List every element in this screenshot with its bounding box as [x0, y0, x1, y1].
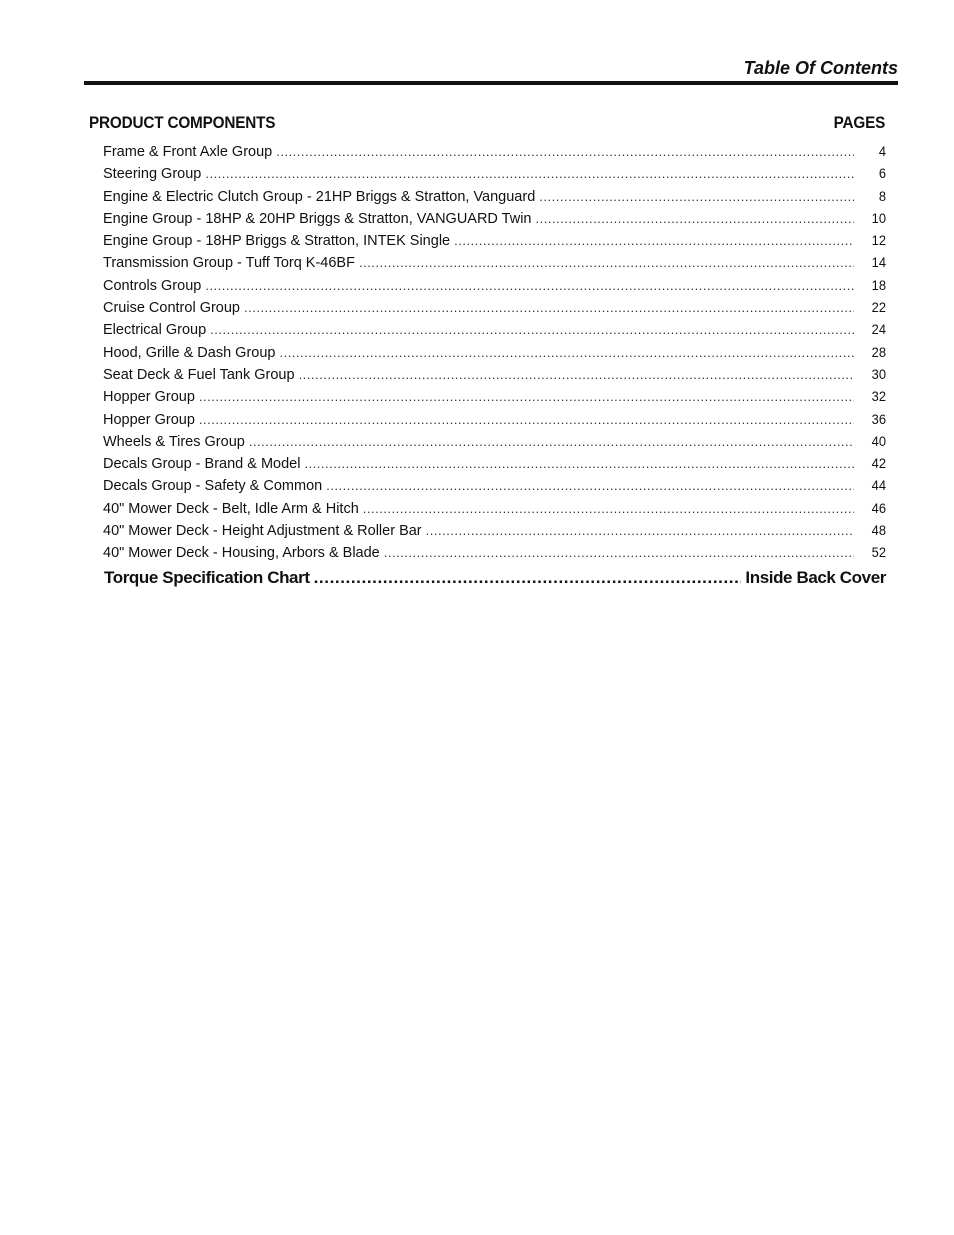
toc-entry-label: Engine & Electric Clutch Group - 21HP Briggs & Stratton, Vanguard	[103, 188, 536, 205]
toc-entry[interactable]	[103, 477, 886, 499]
toc-entry-page: 8	[878, 187, 886, 204]
toc-entry-page: 48	[871, 522, 886, 539]
toc-entry-label: Decals Group - Brand & Model	[103, 456, 301, 473]
toc-entry-page: 30	[871, 365, 886, 382]
dot-leader	[279, 345, 854, 360]
page-title: Table Of Contents	[743, 58, 898, 78]
toc-entry[interactable]	[103, 232, 886, 254]
toc-entry[interactable]	[103, 544, 886, 566]
dot-leader	[244, 300, 854, 315]
toc-final-entry[interactable]	[104, 568, 886, 592]
dot-leader	[299, 367, 854, 382]
toc-entry[interactable]	[103, 366, 886, 388]
toc-entry-label: Engine Group - 18HP & 20HP Briggs & Stratton, VANGUARD Twin	[103, 210, 532, 227]
dot-leader	[276, 144, 854, 159]
toc-entry[interactable]	[103, 411, 886, 433]
toc-entry-page: 22	[871, 299, 886, 316]
dot-leader	[454, 233, 854, 248]
dot-leader	[426, 523, 854, 538]
toc-entry-page: 32	[871, 388, 886, 405]
toc-entry-page: 10	[871, 209, 886, 226]
toc-entry[interactable]	[103, 188, 886, 210]
toc-entry-label: Cruise Control Group	[103, 300, 240, 317]
toc-entry-page: 36	[871, 410, 886, 427]
dot-leader	[304, 456, 854, 471]
toc-entry-page: 40	[871, 432, 886, 449]
toc-entry-page: 46	[871, 499, 886, 516]
toc-entry-label: 40" Mower Deck - Belt, Idle Arm & Hitch	[103, 500, 359, 517]
page-header	[84, 58, 898, 82]
table-of-contents	[89, 113, 886, 592]
toc-entry[interactable]	[103, 254, 886, 276]
toc-entry-page: 4	[878, 143, 886, 159]
pages-heading: PAGES	[833, 113, 886, 132]
toc-column-headings	[89, 113, 885, 137]
dot-leader	[326, 478, 854, 493]
toc-entry-label: Hopper Group	[103, 389, 195, 406]
toc-entry-label: Transmission Group - Tuff Torq K-46BF	[103, 255, 355, 272]
dot-leader	[205, 278, 854, 293]
toc-entry-page: 6	[878, 165, 886, 182]
toc-entry-label: 40" Mower Deck - Height Adjustment & Roller Bar	[103, 523, 422, 540]
toc-entry-page: 44	[871, 477, 886, 494]
toc-entry-page: 14	[871, 254, 886, 271]
dot-leader	[384, 545, 854, 560]
toc-entry[interactable]	[103, 344, 886, 366]
dot-leader	[536, 211, 855, 226]
dot-leader	[199, 412, 854, 427]
toc-entry[interactable]	[103, 321, 886, 343]
toc-entry-page: 24	[871, 321, 886, 338]
toc-entry-label: Steering Group	[103, 166, 202, 183]
toc-entry-page: 42	[871, 455, 886, 472]
toc-entry-page: 12	[871, 232, 886, 249]
toc-entry-page: 18	[871, 276, 886, 293]
toc-entry-label: Controls Group	[103, 277, 202, 294]
dot-leader	[205, 166, 854, 181]
toc-entry[interactable]	[103, 143, 886, 165]
toc-entries	[89, 143, 886, 567]
toc-entry-label: Engine Group - 18HP Briggs & Stratton, INTEK Single	[103, 233, 451, 250]
toc-entry[interactable]	[103, 277, 886, 299]
toc-entry[interactable]	[103, 165, 886, 187]
toc-entry-page: 52	[871, 544, 886, 561]
torque-chart-label: Torque Specification Chart	[104, 567, 310, 587]
dot-leader	[199, 389, 854, 404]
toc-entry-label: Frame & Front Axle Group	[103, 144, 273, 160]
toc-entry[interactable]	[103, 299, 886, 321]
dot-leader	[210, 322, 854, 337]
toc-entry-label: Decals Group - Safety & Common	[103, 478, 323, 495]
dot-leader	[539, 189, 854, 204]
toc-entry-label: 40" Mower Deck - Housing, Arbors & Blade	[103, 545, 380, 562]
toc-entry[interactable]	[103, 210, 886, 232]
toc-entry[interactable]	[103, 500, 886, 522]
dot-leader	[363, 501, 854, 516]
toc-entry[interactable]	[103, 433, 886, 455]
dot-leader	[359, 255, 854, 270]
toc-entry-label: Hopper Group	[103, 411, 195, 428]
toc-entry[interactable]	[103, 455, 886, 477]
toc-entry-label: Wheels & Tires Group	[103, 433, 245, 450]
toc-entry-label: Hood, Grille & Dash Group	[103, 344, 276, 361]
toc-entry-label: Electrical Group	[103, 322, 207, 339]
section-heading: PRODUCT COMPONENTS	[89, 113, 276, 132]
torque-chart-page: Inside Back Cover	[745, 567, 886, 587]
dot-leader	[314, 568, 742, 588]
header-divider	[84, 81, 898, 85]
toc-entry[interactable]	[103, 522, 886, 544]
toc-entry-page: 28	[871, 343, 886, 360]
toc-entry[interactable]	[103, 388, 886, 410]
toc-entry-label: Seat Deck & Fuel Tank Group	[103, 366, 295, 383]
dot-leader	[249, 434, 854, 449]
